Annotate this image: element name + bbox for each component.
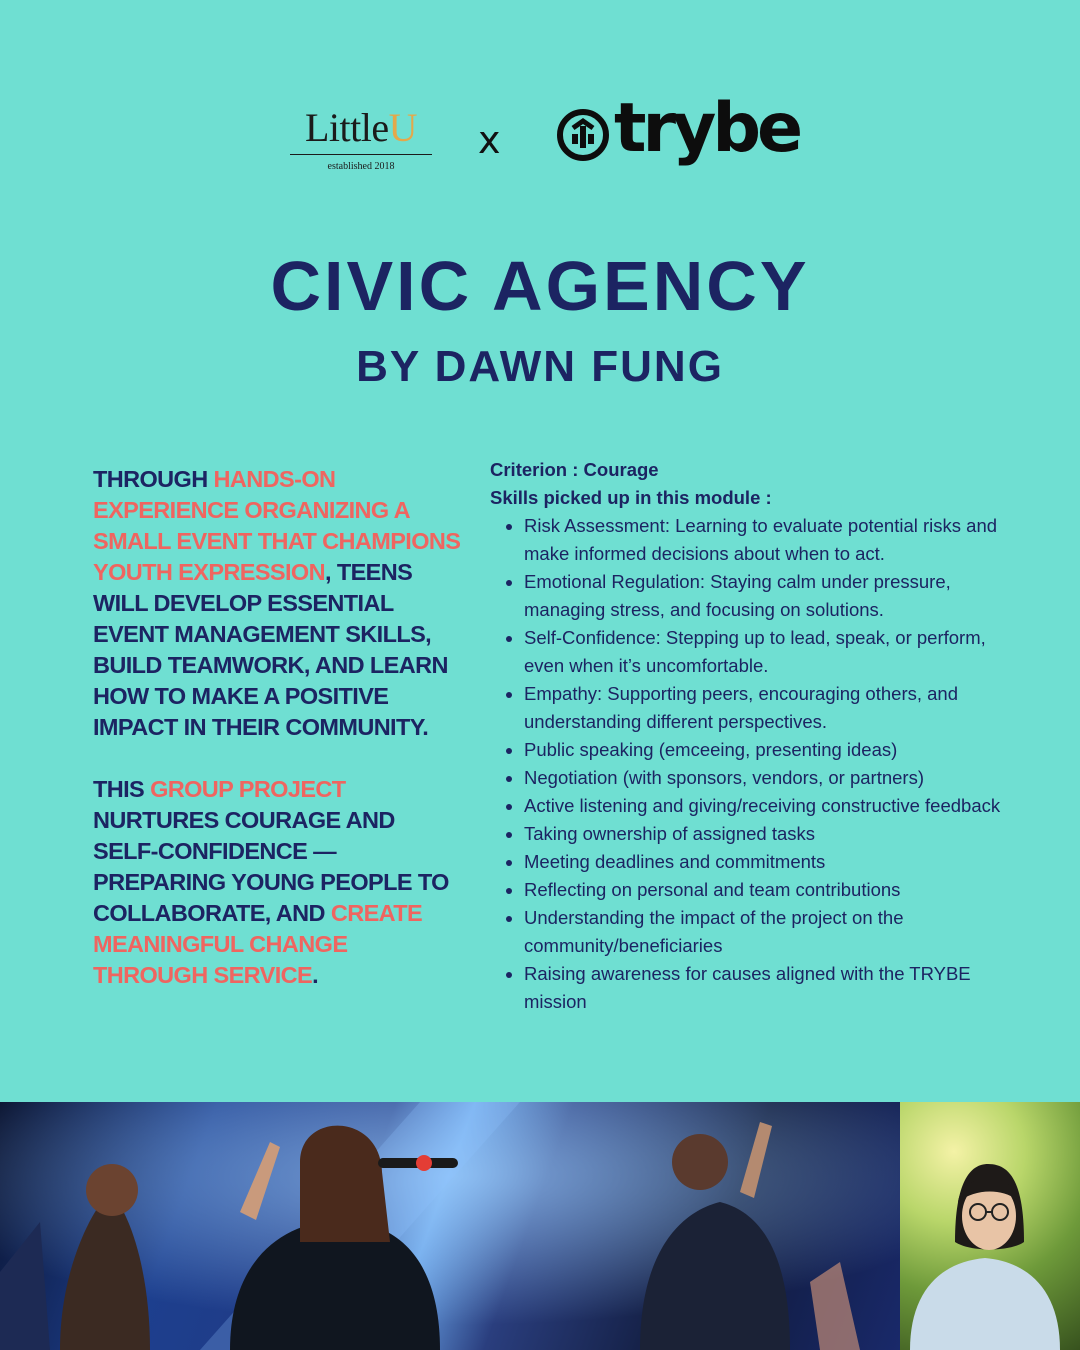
body-phrase: . — [312, 962, 319, 988]
skill-item: • Emotional Regulation: Staying calm under pressure, managing stress, and focusing on solutions. — [524, 568, 1030, 624]
skill-item: • Taking ownership of assigned tasks — [524, 820, 1030, 848]
logo-bar — [0, 89, 1080, 186]
description-column — [93, 464, 463, 1022]
highlighted-phrase: GROUP PROJECT — [150, 776, 346, 802]
littleu-wordmark-accent: U — [388, 105, 418, 150]
body-phrase: , TEENS WILL DEVELOP ESSENTIAL EVENT MANAGEMENT SKILLS, BUILD TEAMWORK, AND LEARN HOW TO MAKE A POSITIVE IMPACT IN THEIR COMMUNITY. — [93, 559, 448, 740]
highlighted-phrase: HANDS-ON EXPERIENCE ORGANIZING A SMALL EVENT THAT CHAMPIONS YOUTH EXPRESSION — [93, 466, 461, 585]
highlighted-phrase: CREATE MEANINGFUL CHANGE THROUGH SERVICE — [93, 900, 423, 988]
body-phrase: THIS — [93, 776, 151, 802]
collab-separator: x — [478, 118, 501, 162]
skill-item: • Public speaking (emceeing, presenting ideas) — [524, 736, 1030, 764]
littleu-tagline: established 2018 — [327, 161, 395, 172]
skill-item: • Active listening and giving/receiving constructive feedback — [524, 792, 1030, 820]
body-phrase: THROUGH — [93, 466, 214, 492]
skill-item: • Reflecting on personal and team contributions — [524, 876, 1030, 904]
skill-item: • Risk Assessment: Learning to evaluate potential risks and make informed decisions about when to act. — [524, 512, 1030, 568]
skill-item: • Negotiation (with sponsors, vendors, or partners) — [524, 764, 1030, 792]
author-portrait-photo — [900, 1102, 1080, 1350]
littleu-logo — [288, 105, 434, 172]
body-phrase: NURTURES COURAGE AND SELF-CONFIDENCE — PREPARING YOUNG PEOPLE TO COLLABORATE, AND — [93, 807, 449, 926]
description-paragraph-1 — [93, 464, 463, 743]
skills-list — [490, 512, 1030, 1016]
criterion-label: Criterion : Courage — [490, 459, 659, 480]
description-paragraph-2 — [93, 774, 463, 991]
trybe-wordmark: trybe — [614, 89, 800, 168]
skill-item: • Empathy: Supporting peers, encouraging others, and understanding different perspectives. — [524, 680, 1030, 736]
skill-item: • Raising awareness for causes aligned with the TRYBE mission — [524, 960, 1030, 1016]
skills-heading: Skills picked up in this module : — [490, 487, 772, 508]
concert-photo-illustration — [0, 1102, 900, 1350]
skill-item: • Understanding the impact of the project on the community/beneficiaries — [524, 904, 1030, 960]
trybe-emblem-icon — [556, 108, 610, 162]
skill-item: • Self-Confidence: Stepping up to lead, speak, or perform, even when it’s uncomfortable. — [524, 624, 1030, 680]
littleu-wordmark: Little — [304, 105, 389, 150]
author-portrait-illustration — [900, 1102, 1080, 1350]
littleu-divider — [290, 154, 432, 155]
author-subtitle: BY DAWN FUNG — [356, 342, 724, 391]
skill-item: • Meeting deadlines and commitments — [524, 848, 1030, 876]
concert-photo — [0, 1102, 900, 1350]
page-title: CIVIC AGENCY — [270, 247, 810, 325]
skills-column — [490, 456, 1030, 1016]
